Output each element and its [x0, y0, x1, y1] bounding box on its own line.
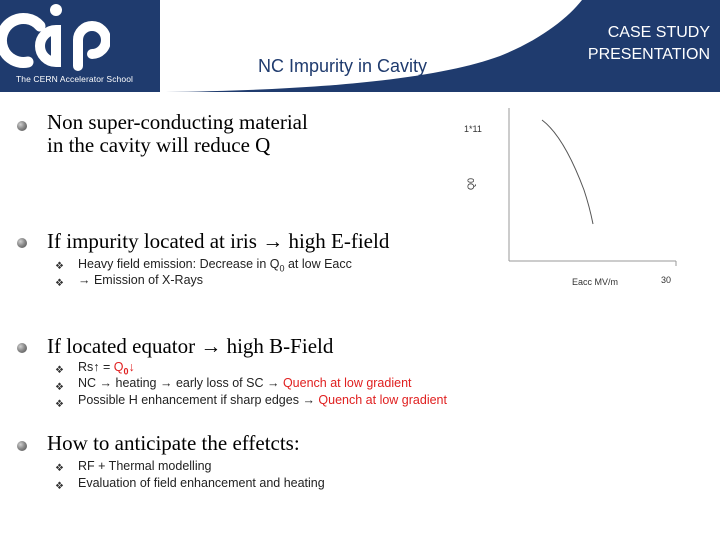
diamond-bullet-icon: ❖: [55, 399, 64, 410]
subscript: 0: [123, 366, 129, 377]
slide-title: NC Impurity in Cavity: [258, 56, 428, 76]
sub-text: at low Eacc: [284, 257, 352, 271]
bullet-dot: [17, 441, 27, 451]
school-name: The CERN Accelerator School: [16, 74, 134, 84]
bullet-3-text: [47, 335, 333, 358]
red-text: Quench at low gradient: [318, 393, 447, 407]
sub-text: Heavy field emission: Decrease in Q: [78, 257, 280, 271]
header-band: [0, 0, 720, 92]
diamond-bullet-icon: ❖: [55, 278, 64, 289]
q0-curve: [542, 120, 593, 224]
case-study-label: [550, 22, 710, 66]
diamond-bullet-icon: ❖: [55, 261, 64, 272]
sub-bullet: [78, 393, 447, 407]
x-tick-label: 30: [661, 275, 672, 285]
diamond-bullet-icon: ❖: [55, 463, 64, 474]
sub-bullet: [78, 360, 135, 377]
diamond-bullet-icon: ❖: [55, 365, 64, 376]
diamond-bullet-icon: ❖: [55, 481, 64, 492]
sub-text: Possible H enhancement if sharp edges →: [78, 393, 319, 407]
red-text: Q: [113, 360, 124, 374]
right-arrow-icon: →: [200, 334, 222, 358]
sub-bullet: [78, 376, 412, 390]
x-axis-label: Eacc MV/m: [572, 277, 619, 287]
q0-vs-eacc-graph: [460, 100, 720, 300]
down-arrow-icon: ↓: [128, 360, 135, 374]
y-tick-label: 1*11: [464, 124, 482, 134]
bullet-3-part-a: If located equator: [47, 334, 196, 358]
red-text: Quench at low gradient: [282, 376, 412, 390]
sub-bullet: [78, 257, 352, 274]
sub-text: Rs↑ =: [78, 360, 114, 374]
bullet-dot: [17, 121, 27, 131]
bullet-dot: [17, 343, 27, 353]
bullet-1-text: [47, 111, 308, 157]
bullet-3-part-b: high B-Field: [221, 334, 334, 358]
bullet-1-line-2: in the cavity will reduce Q: [47, 133, 271, 157]
bullet-2-text: [47, 230, 389, 253]
subscript: 0: [279, 263, 285, 274]
case-line-1: CASE STUDY: [607, 24, 710, 41]
right-arrow-icon: →: [262, 229, 284, 253]
bullet-2-part-b: high E-field: [283, 229, 390, 253]
sub-text: NC → heating → early loss of SC →: [78, 376, 283, 390]
sub-bullet: Evaluation of field enhancement and heating: [78, 476, 325, 490]
bullet-4-text: How to anticipate the effetcts:: [47, 431, 300, 455]
bullet-1-line-1: Non super-conducting material: [47, 110, 308, 134]
sub-bullet: → Emission of X-Rays: [78, 273, 204, 287]
sub-bullet: RF + Thermal modelling: [78, 459, 212, 473]
diamond-bullet-icon: ❖: [55, 382, 64, 393]
bullet-dot: [17, 238, 27, 248]
y-axis-label: Q0: [466, 177, 476, 190]
case-line-2: PRESENTATION: [587, 46, 710, 63]
cas-logo: [0, 0, 110, 72]
graph-canvas: [460, 100, 720, 300]
bullet-2-part-a: If impurity located at iris: [47, 229, 257, 253]
